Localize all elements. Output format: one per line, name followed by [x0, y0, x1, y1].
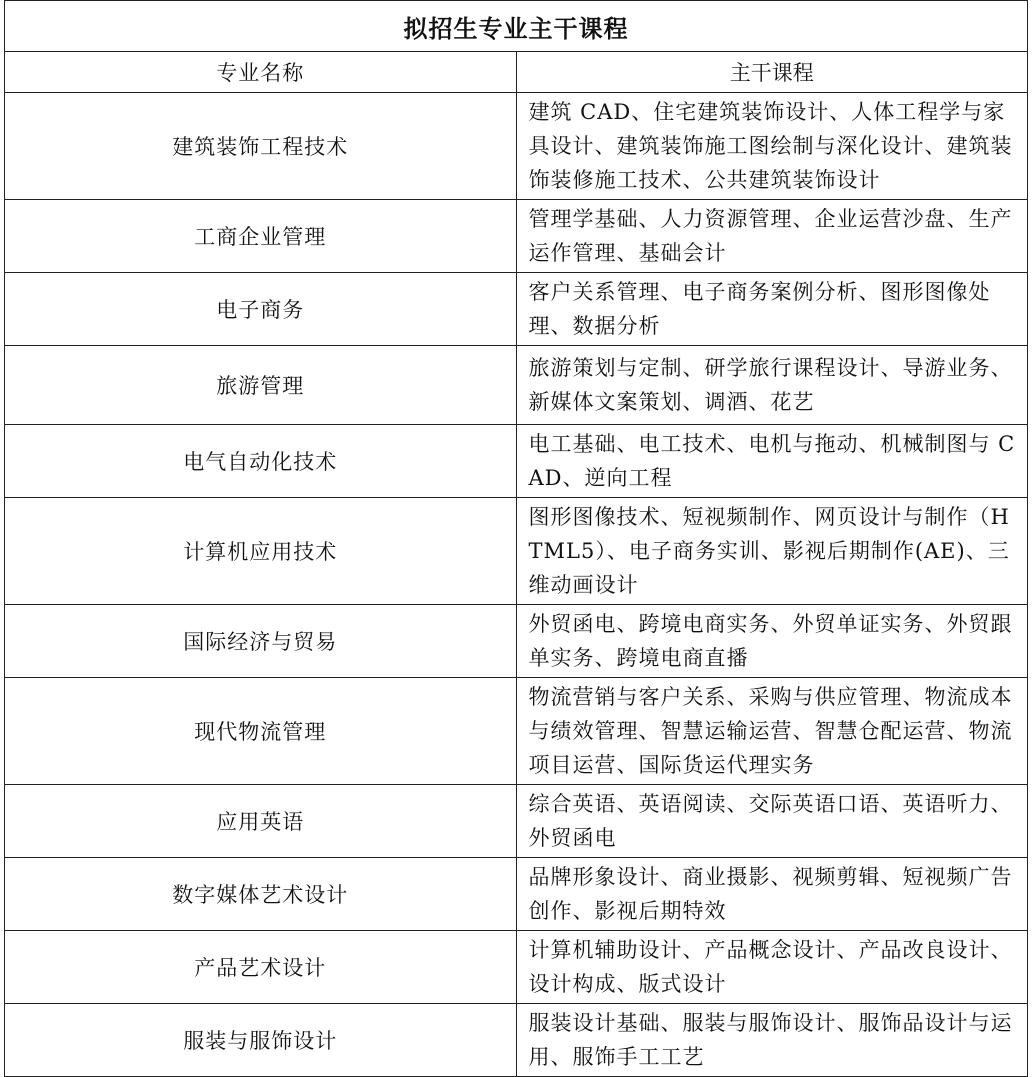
major-name: 电气自动化技术 [5, 425, 517, 498]
major-courses: 计算机辅助设计、产品概念设计、产品改良设计、设计构成、版式设计 [516, 931, 1028, 1004]
table-row [5, 93, 1028, 200]
major-name: 国际经济与贸易 [5, 605, 517, 678]
major-courses: 图形图像技术、短视频制作、网页设计与制作（HTML5）、电子商务实训、影视后期制作(AE)、三维动画设计 [516, 498, 1028, 605]
major-name: 电子商务 [5, 273, 517, 346]
major-courses: 物流营销与客户关系、采购与供应管理、物流成本与绩效管理、智慧运输运营、智慧仓配运营、物流项目运营、国际货运代理实务 [516, 678, 1028, 785]
major-courses: 外贸函电、跨境电商实务、外贸单证实务、外贸跟单实务、跨境电商直播 [516, 605, 1028, 678]
table-row [5, 605, 1028, 678]
table-row [5, 858, 1028, 931]
major-courses: 旅游策划与定制、研学旅行课程设计、导游业务、新媒体文案策划、调酒、花艺 [516, 346, 1028, 425]
major-courses: 品牌形象设计、商业摄影、视频剪辑、短视频广告创作、影视后期特效 [516, 858, 1028, 931]
table-row [5, 1004, 1028, 1077]
major-name: 服装与服饰设计 [5, 1004, 517, 1077]
major-name: 建筑装饰工程技术 [5, 93, 517, 200]
major-courses: 电工基础、电工技术、电机与拖动、机械制图与 CAD、逆向工程 [516, 425, 1028, 498]
table-row [5, 498, 1028, 605]
major-name: 产品艺术设计 [5, 931, 517, 1004]
course-table-document [4, 0, 1028, 1077]
major-courses: 客户关系管理、电子商务案例分析、图形图像处理、数据分析 [516, 273, 1028, 346]
major-courses: 建筑 CAD、住宅建筑装饰设计、人体工程学与家具设计、建筑装饰施工图绘制与深化设计、建筑装饰装修施工技术、公共建筑装饰设计 [516, 93, 1028, 200]
table-row [5, 931, 1028, 1004]
table-title: 拟招生专业主干课程 [5, 1, 1028, 52]
table-row [5, 678, 1028, 785]
table-row [5, 425, 1028, 498]
table-row [5, 346, 1028, 425]
major-name: 旅游管理 [5, 346, 517, 425]
major-name: 现代物流管理 [5, 678, 517, 785]
table-row [5, 273, 1028, 346]
major-name: 数字媒体艺术设计 [5, 858, 517, 931]
major-name: 工商企业管理 [5, 200, 517, 273]
table-row [5, 785, 1028, 858]
course-table [4, 0, 1028, 1077]
header-courses: 主干课程 [516, 52, 1028, 93]
major-courses: 管理学基础、人力资源管理、企业运营沙盘、生产运作管理、基础会计 [516, 200, 1028, 273]
header-major: 专业名称 [5, 52, 517, 93]
major-name: 应用英语 [5, 785, 517, 858]
table-row [5, 200, 1028, 273]
major-name: 计算机应用技术 [5, 498, 517, 605]
major-courses: 服装设计基础、服装与服饰设计、服饰品设计与运用、服饰手工工艺 [516, 1004, 1028, 1077]
major-courses: 综合英语、英语阅读、交际英语口语、英语听力、外贸函电 [516, 785, 1028, 858]
